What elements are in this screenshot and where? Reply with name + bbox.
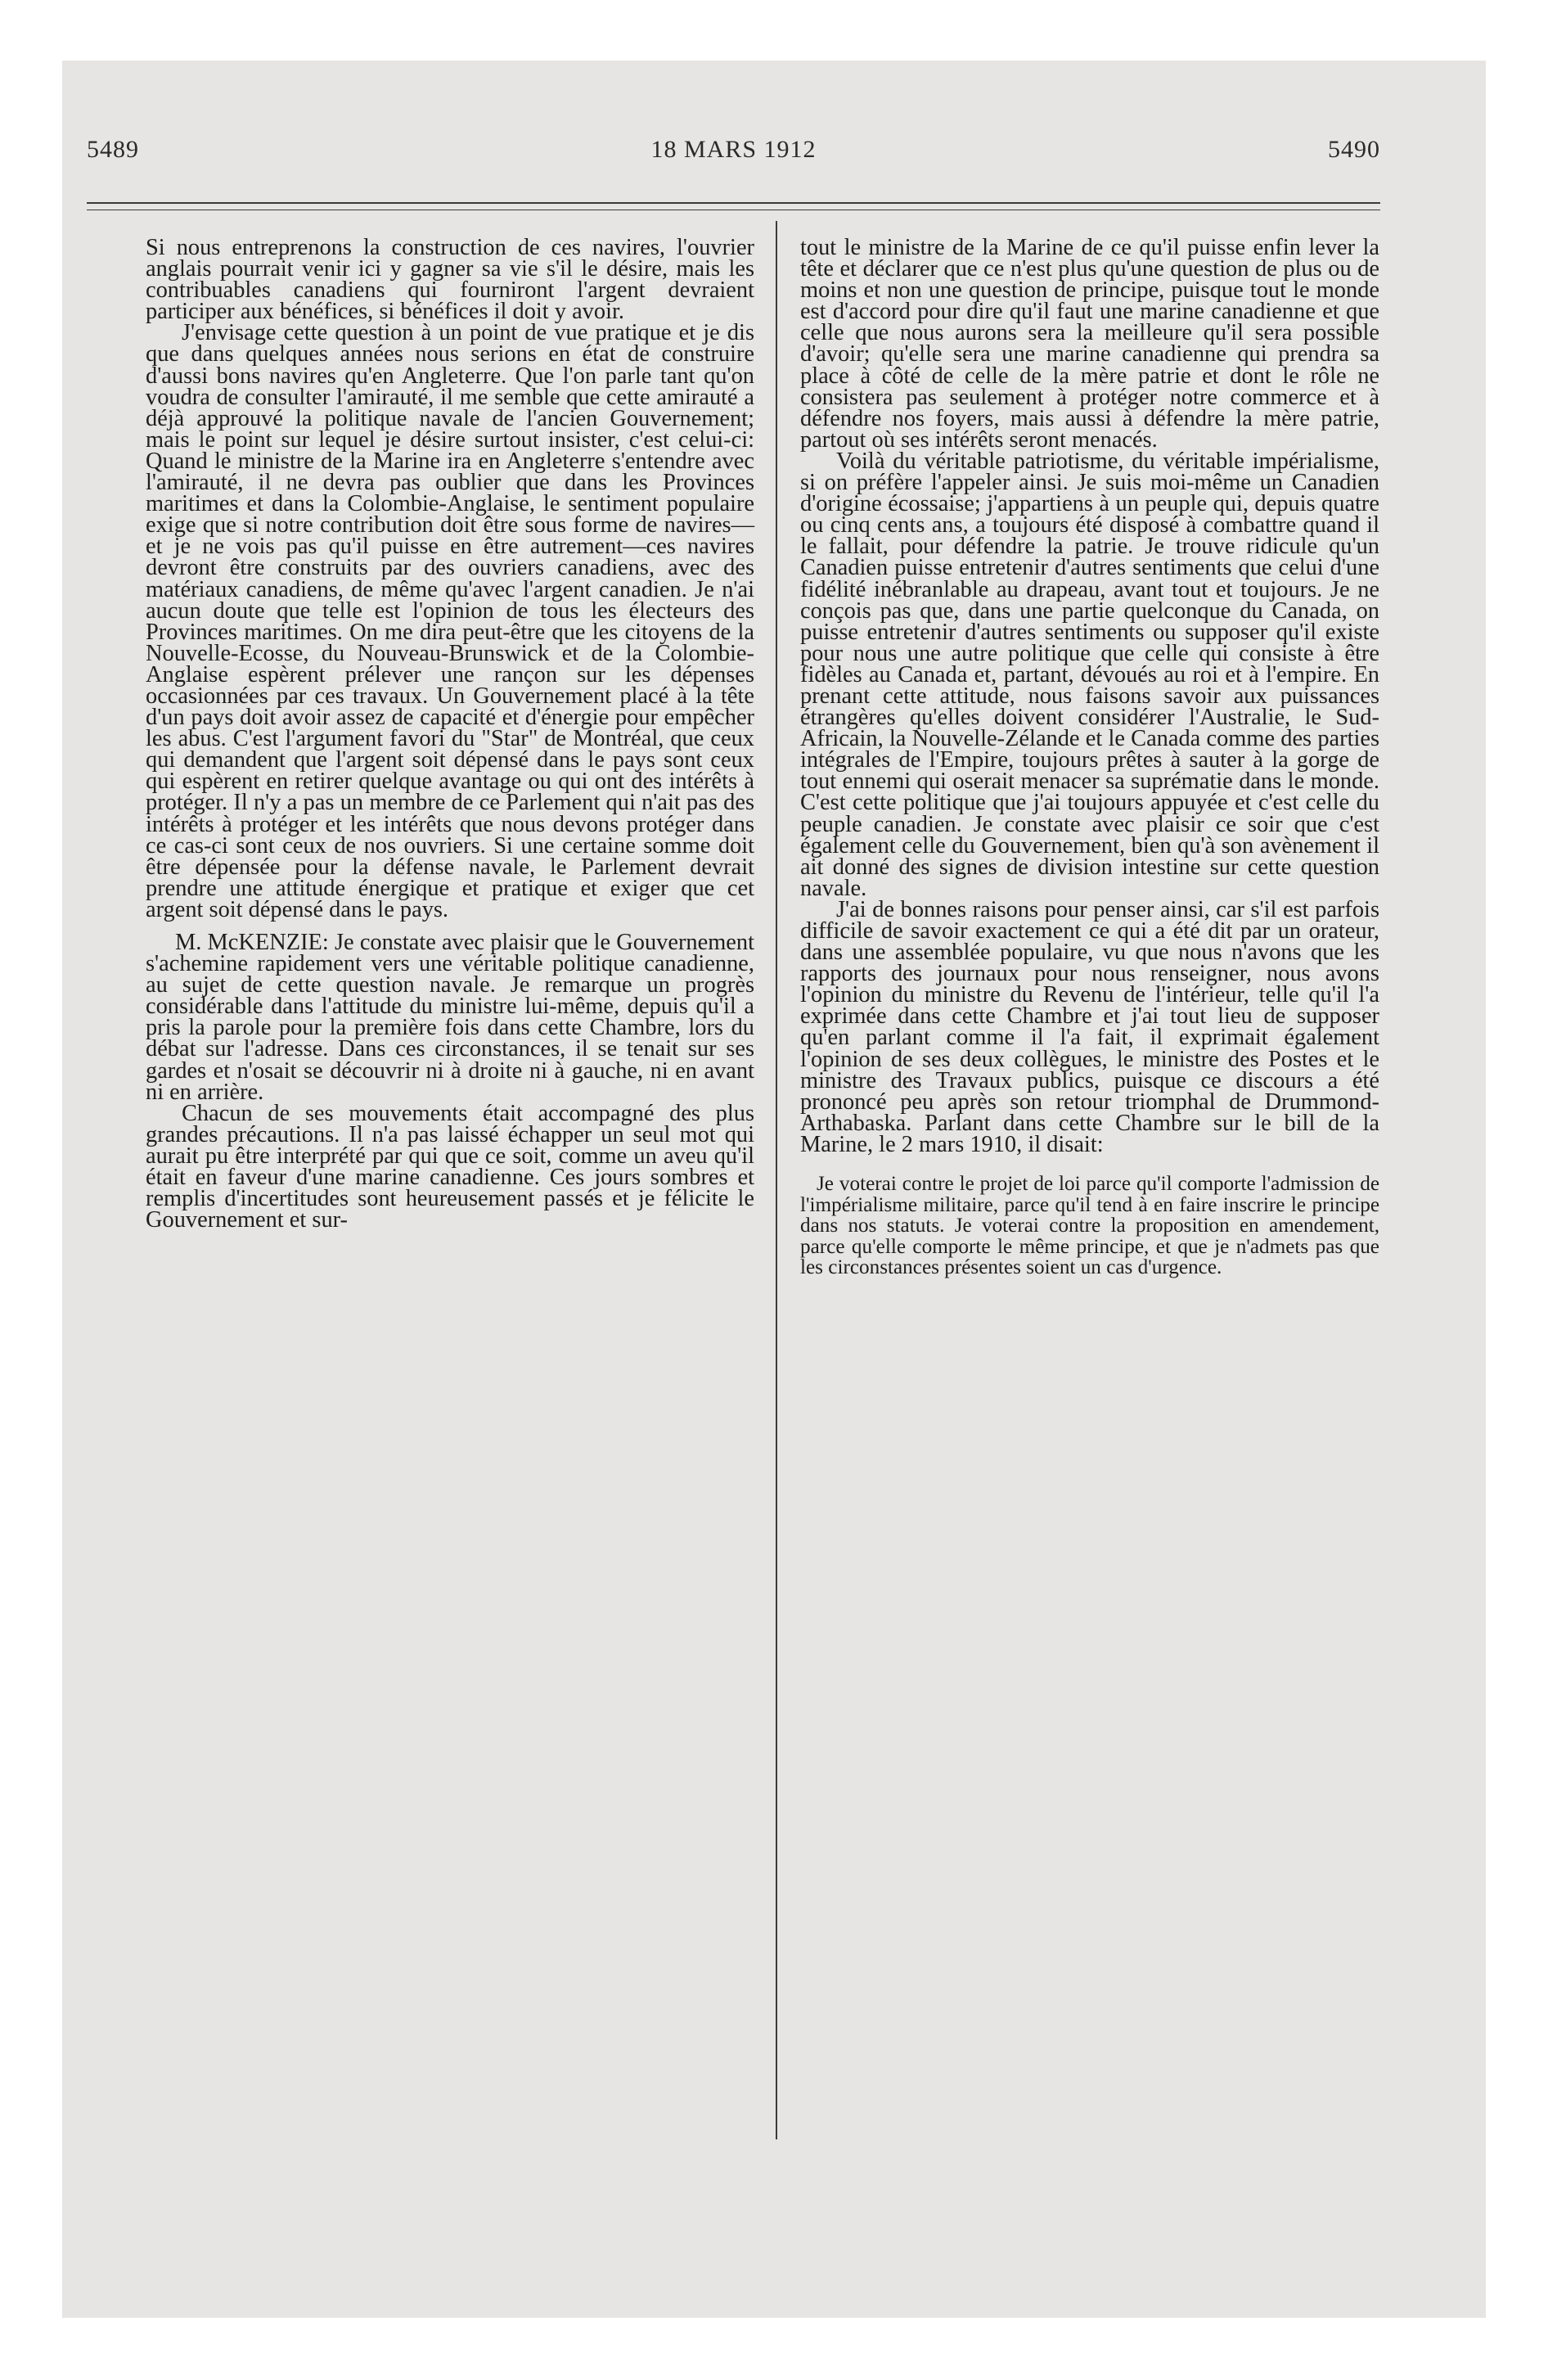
left-paragraph-1: Si nous entreprenons la construction de ces navires, l'ouvrier anglais pourrait venir ici y gagner sa vie s'il le désire, mais les contribuables canadiens qui fourniront l'argent devraient participer aux bénéfices, si bénéfices il doit y avoir. <box>146 235 754 325</box>
header-rule-thick <box>87 202 1380 204</box>
column-divider <box>776 221 777 2139</box>
right-block-quote: Je voterai contre le projet de loi parce qu'il comporte l'admission de l'impérialisme militaire, parce qu'il tend à en faire inscrire le principe dans nos statuts. Je voterai contre la proposition en amendement, parce qu'elle comporte le même principe, et que je n'admets pas que les circonstances présentes soient un cas d'urgence. <box>800 1173 1379 1279</box>
left-paragraph-mckenzie: M. McKENZIE: Je constate avec plaisir que le Gouvernement s'achemine rapidement vers une véritable politique canadienne, au sujet de cette question navale. Je remarque un progrès considérable dans l'attitude du ministre lui-même, depuis qu'il a pris la parole pour la première fois dans cette Chambre, lors du débat sur l'adresse. Dans ces circonstances, il se tenait sur ses gardes et n'osait se découvrir ni à droite ni à gauche, ni en avant ni en arrière. <box>146 930 754 1105</box>
right-column <box>800 237 1379 1278</box>
right-paragraph-3: J'ai de bonnes raisons pour penser ainsi, car s'il est parfois difficile de savoir exactement ce qui a été dit par un orateur, dans une assemblée populaire, vu que nous n'avons que les rapports des journaux pour nous renseigner, nous avons l'opinion du ministre du Revenu de l'intérieur, telle qu'il l'a exprimée dans cette Chambre et j'ai tout lieu de supposer qu'en parlant comme il l'a fait, il exprimait également l'opinion de ses deux collègues, le ministre des Postes et le ministre des Travaux publics, puisque ce discours a été prononcé peu après son retour triomphal de Drummond-Arthabaska. Parlant dans cette Chambre sur le bill de la Marine, le 2 mars 1910, il disait: <box>800 896 1379 1157</box>
right-paragraph-2: Voilà du véritable patriotisme, du véritable impérialisme, si on préfère l'appeler ainsi. Je suis moi-même un Canadien d'origine écossaise; j'appartiens à un peuple qui, depuis quatre ou cinq cents ans, a toujours été disposé à combattre quand il le fallait, pour défendre la patrie. Je trouve ridicule qu'un Canadien puisse entretenir d'autres sentiments que celui d'une fidélité inébranlable au drapeau, avant tout et toujours. Je ne conçois pas que, dans une partie quelconque du Canada, on puisse entretenir d'autres sentiments ou supposer qu'il existe pour nous une autre politique que celle qui consiste à être fidèles au Canada et, partant, dévoués au roi et à l'empire. En prenant cette attitude, nous faisons savoir aux puissances étrangères qu'elles doivent considérer l'Australie, le Sud-Africain, la Nouvelle-Zélande et le Canada comme des parties intégrales de l'Empire, toujours prêtes à sauter à la gorge de tout ennemi qui oserait menacer sa suprématie dans le monde. C'est cette politique que j'ai toujours appuyée et c'est celle du peuple canadien. Je constate avec plaisir ce soir que c'est également celle du Gouvernement, bien qu'à son avènement il ait donné des signes de division intestine sur cette question navale. <box>800 448 1379 901</box>
header-date: 18 MARS 1912 <box>650 136 817 163</box>
page-header <box>87 136 1380 169</box>
left-paragraph-2: J'envisage cette question à un point de vue pratique et je dis que dans quelques années nous serions en état de construire d'aussi bons navires qu'en Angleterre. Que l'on parle tant qu'on voudra de consulter l'amirauté, il me semble que cette amirauté a déjà approuvé la politique navale de l'ancien Gouvernement; mais le point sur lequel je désire surtout insister, c'est celui-ci: Quand le ministre de la Marine ira en Angleterre s'entendre avec l'amirauté, il ne devra pas oublier que dans les Provinces maritimes et dans la Colombie-Anglaise, le sentiment populaire exige que si notre contribution doit être sous forme de navires—et je ne vois pas qu'il puisse en être autrement—ces navires devront être construits par des ouvriers canadiens, avec des matériaux canadiens, de même qu'avec l'argent canadien. Je n'ai aucun doute que telle est l'opinion de tous les électeurs des Provinces maritimes. On me dira peut-être que les citoyens de la Nouvelle-Ecosse, du Nouveau-Brunswick et de la Colombie-Anglaise espèrent prélever une rançon sur les dépenses occasionnées par ces travaux. Un Gouvernement placé à la tête d'un pays doit avoir assez de capacité et d'énergie pour empêcher les abus. C'est l'argument favori du "Star" de Montréal, que ceux qui demandent que l'argent soit dépensé dans le pays sont ceux qui espèrent en retirer quelque avantage ou qui ont des intérêts à protéger. Il n'y a pas un membre de ce Parlement qui n'ait pas des intérêts à protéger et les intérêts que nous devons protéger dans ce cas-ci sont ceux de nos ouvriers. Si une certaine somme doit être dépensée pour la défense navale, le Parlement devrait prendre une attitude énergique et pratique et exiger que cet argent soit dépensé dans le pays. <box>146 320 754 922</box>
right-page-number: 5490 <box>1328 136 1380 163</box>
right-paragraph-1: tout le ministre de la Marine de ce qu'il puisse enfin lever la tête et déclarer que ce n'est plus qu'une question de plus ou de moins et non une question de principe, puisque tout le monde est d'accord pour dire qu'il faut une marine canadienne et que celle que nous aurons sera la meilleure qu'il sera possible d'avoir; qu'elle sera une marine canadienne qui prendra sa place à côté de celle de la mère patrie et dont le rôle ne consistera pas seulement à protéger notre commerce et à défendre nos foyers, mais aussi à défendre la mère patrie, partout où ses intérêts seront menacés. <box>800 235 1379 453</box>
left-page-number: 5489 <box>87 136 139 163</box>
left-column <box>146 237 754 1231</box>
left-paragraph-4: Chacun de ses mouvements était accompagné des plus grandes précautions. Il n'a pas laissé échapper un seul mot qui aurait pu être interprété par qui que ce soit, comme un aveu qu'il était en faveur d'une marine canadienne. Ces jours sombres et remplis d'incertitudes sont heureusement passés et je félicite le Gouvernement et sur- <box>146 1100 754 1233</box>
